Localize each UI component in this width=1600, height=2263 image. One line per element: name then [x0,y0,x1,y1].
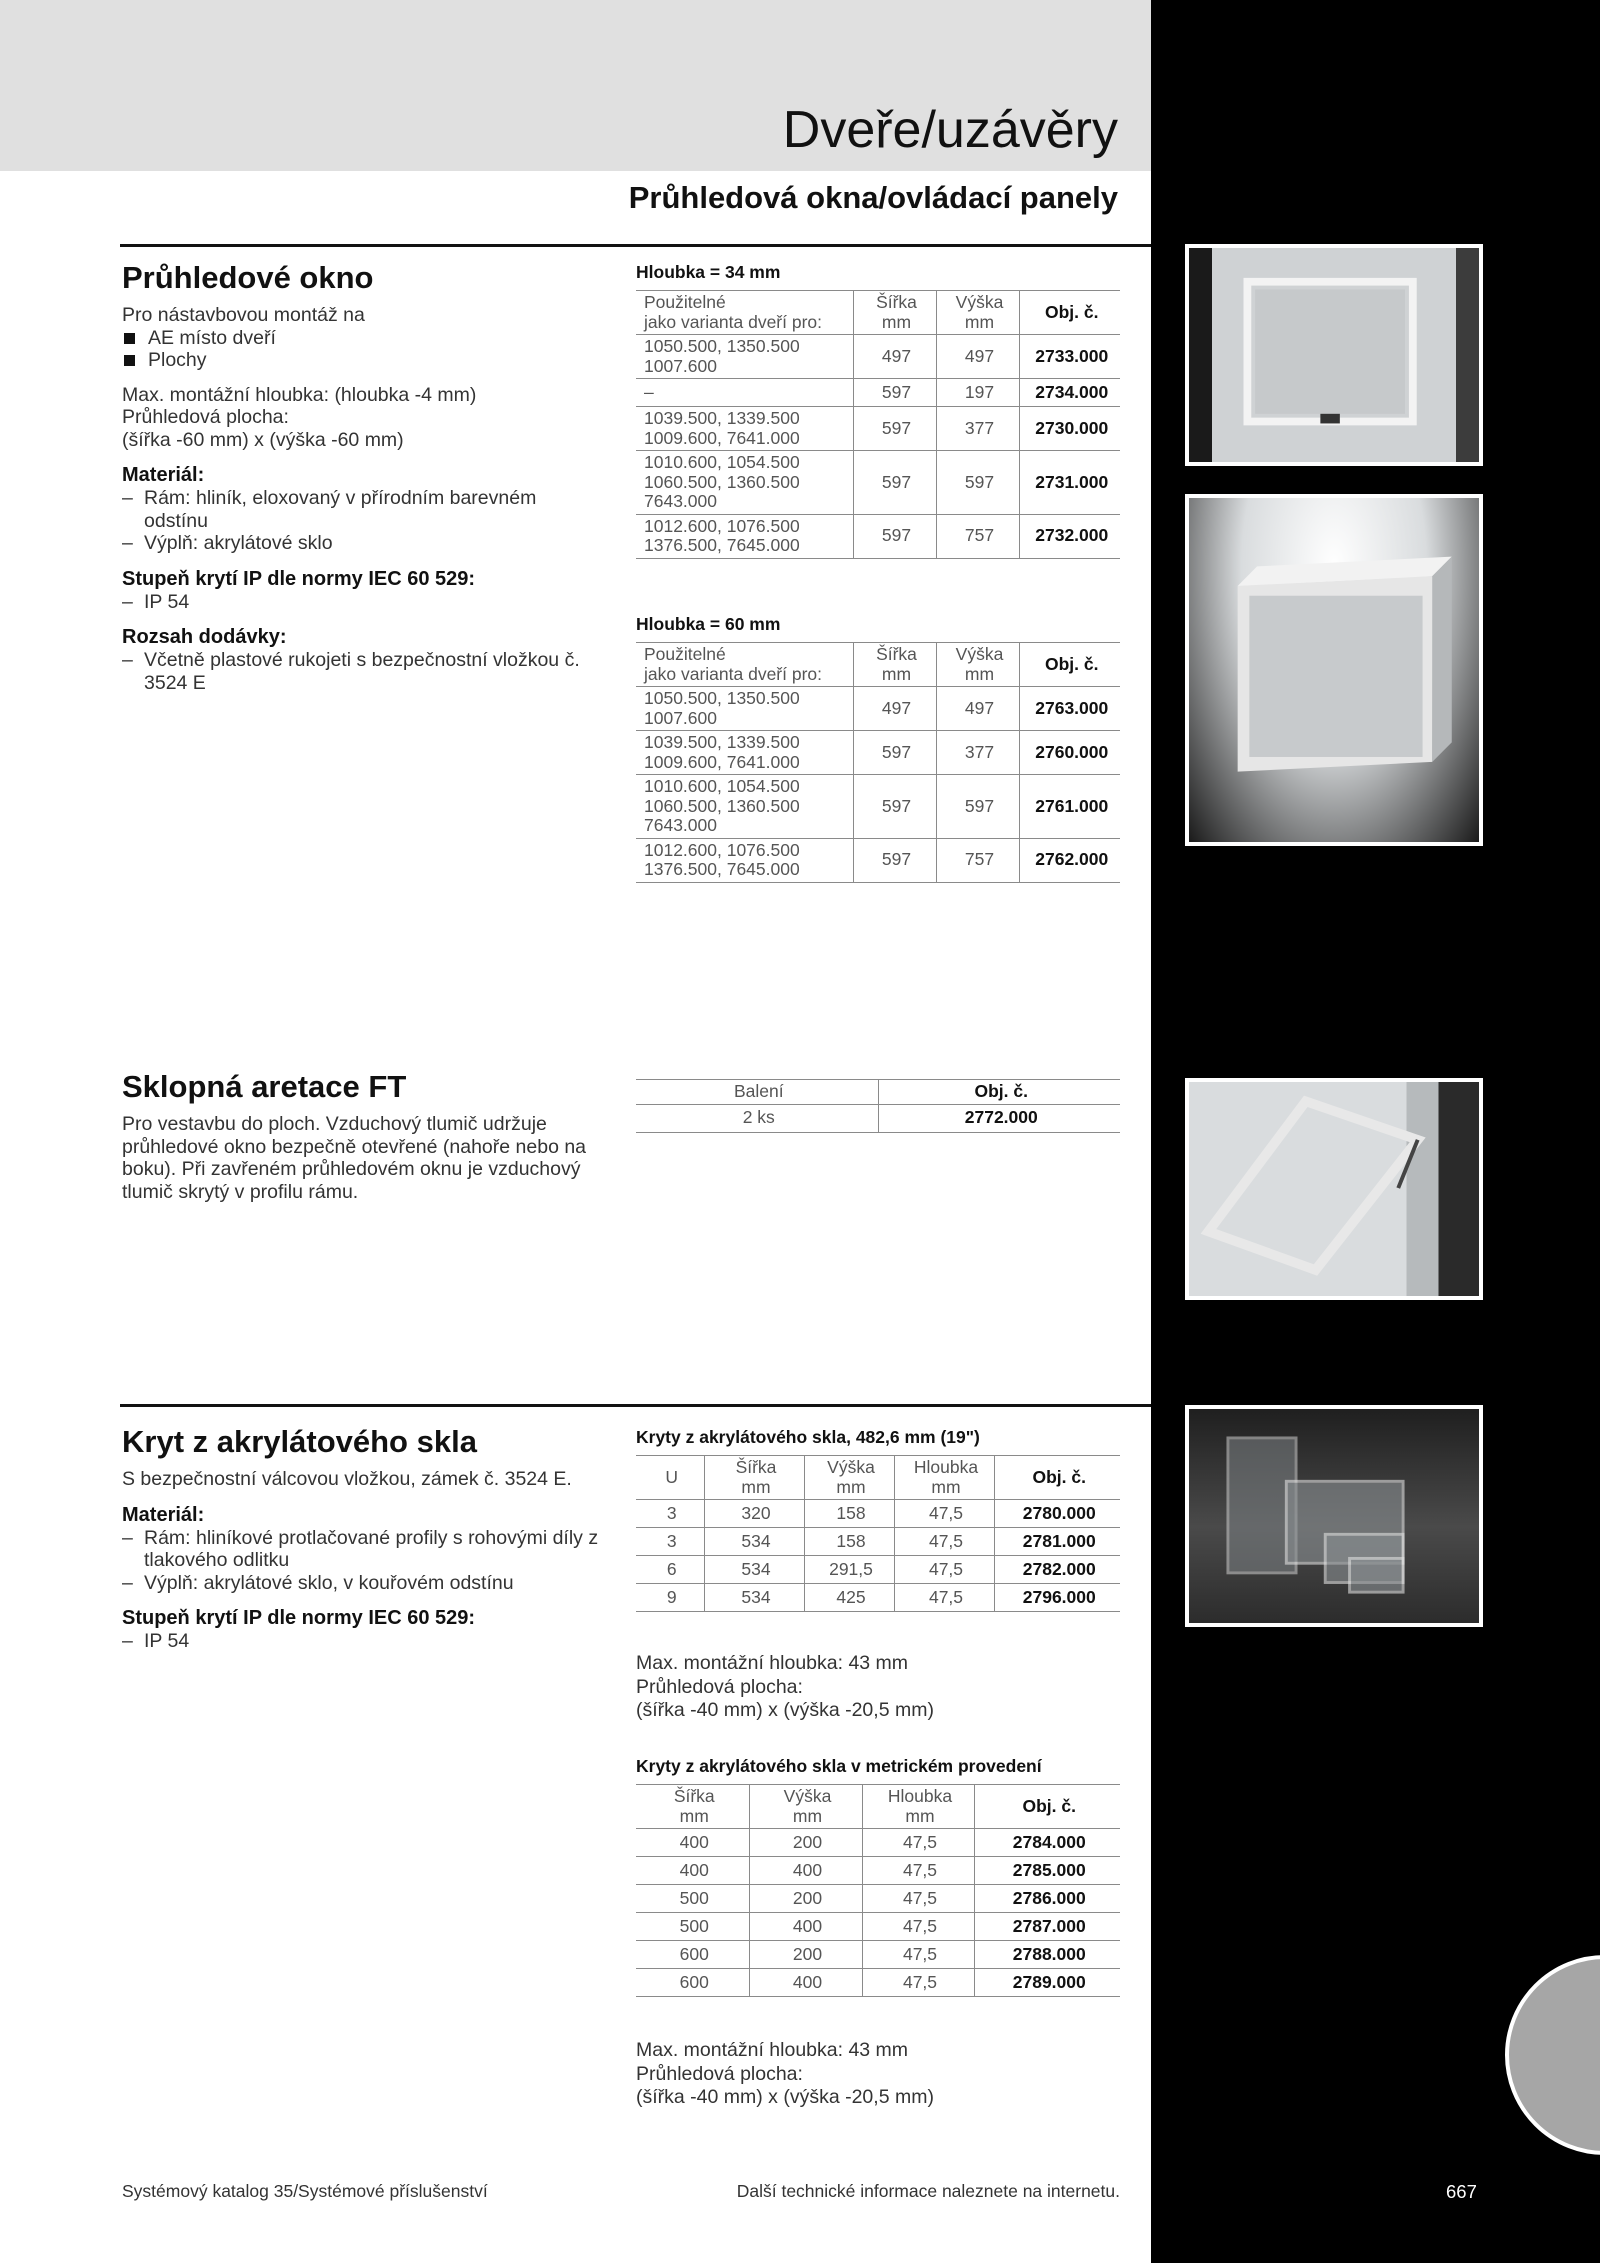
table-row [636,1556,1120,1584]
table-cell: 600 [636,1941,749,1969]
column-header: Obj. č. [994,1456,1120,1500]
table-note [636,2039,934,2110]
section-title: Sklopná aretace FT [122,1069,407,1104]
table-cell: 597 [853,379,936,407]
table-cell: 47,5 [862,1941,974,1969]
table-caption: Kryty z akrylátového skla v metrickém provedení [636,1756,1042,1776]
column-header: Obj. č. [1019,643,1120,687]
intro-text: Pro nástavbovou montáž na [122,304,365,326]
column-header: Obj. č. [1019,291,1120,335]
table-cell: 47,5 [894,1528,994,1556]
column-header: Hloubka mm [862,1785,974,1829]
table-header-row [636,1785,1120,1829]
table-row [636,1913,1120,1941]
table-cell: 597 [853,838,936,882]
order-number-cell: 2787.000 [974,1913,1120,1941]
page-subtitle: Průhledová okna/ovládací panely [628,180,1118,215]
table-row [636,1528,1120,1556]
column-header: Použitelné jako varianta dveří pro: [636,291,853,335]
order-number-cell: 2763.000 [1019,687,1120,731]
order-number-cell: 2772.000 [878,1104,1120,1132]
order-number-cell: 2731.000 [1019,451,1120,515]
note-line: Průhledová plocha: [636,2062,803,2085]
table-row [636,1885,1120,1913]
column-header: Použitelné jako varianta dveří pro: [636,643,853,687]
table-cell: 500 [636,1885,749,1913]
table-depth-34 [636,290,1120,559]
table-cell: 1050.500, 1350.500 1007.600 [636,335,853,379]
note-line: Max. montážní hloubka: 43 mm [636,2039,909,2061]
acrylic-cover-photo [1185,1405,1483,1627]
order-number-cell: 2784.000 [974,1829,1120,1857]
table-cell: 757 [936,514,1019,558]
table-cell: 497 [936,687,1019,731]
table-cell: 377 [936,731,1019,775]
table-cell: 1010.600, 1054.500 1060.500, 1360.500 7643.000 [636,451,853,515]
table-cell: 497 [936,335,1019,379]
material-heading: Materiál: [122,1503,205,1526]
table-cell: 377 [936,407,1019,451]
table-cell: 500 [636,1913,749,1941]
material-item: – Výplň: akrylátové sklo [122,532,602,555]
table-header-row [636,1080,1120,1105]
table-cell: 400 [749,1969,862,1997]
table-cell: 597 [853,407,936,451]
table-depth-60 [636,642,1120,883]
table-cell: 400 [749,1913,862,1941]
table-row [636,1941,1120,1969]
table-cell: 47,5 [862,1913,974,1941]
order-number-cell: 2785.000 [974,1857,1120,1885]
table-cell: 158 [804,1500,894,1528]
table-cell: 597 [853,775,936,839]
table-metric [636,1784,1120,1997]
intro-text: S bezpečnostní válcovou vložkou, zámek č. 3524 E. [122,1468,572,1490]
table-cell: 597 [853,451,936,515]
table-cell: 47,5 [862,1885,974,1913]
table-cell: 47,5 [862,1829,974,1857]
table-cell: 534 [704,1584,804,1612]
table-cell: 6 [636,1556,704,1584]
swing-stay-photo [1185,1078,1483,1300]
viewing-window-photo [1185,244,1483,466]
table-note [636,1652,934,1723]
table-cell: 47,5 [862,1969,974,1997]
table-19-inch [636,1455,1120,1612]
note-line: (šířka -40 mm) x (výška -20,5 mm) [636,2086,934,2108]
table-cell: 400 [636,1857,749,1885]
scope-item: – Včetně plastové rukojeti s bezpečnostní vložkou č. 3524 E [122,649,602,694]
table-cell: 197 [936,379,1019,407]
table-cell: – [636,379,853,407]
note-line: Průhledová plocha: [636,1675,803,1698]
table-row [636,1584,1120,1612]
spec-text: Průhledová plocha: [122,406,289,428]
column-header: Šířka mm [704,1456,804,1500]
table-row [636,1969,1120,1997]
material-item: – Rám: hliníkové protlačované profily s rohovými díly z tlakového odlitku [122,1527,602,1572]
table-cell: 47,5 [894,1584,994,1612]
column-header: Obj. č. [974,1785,1120,1829]
section-acrylic-cover [122,1424,602,1653]
table-cell: 600 [636,1969,749,1997]
table-cell: 497 [853,335,936,379]
table-cell: 757 [936,838,1019,882]
description-text: Pro vestavbu do ploch. Vzduchový tlumič udržuje průhledové okno bezpečně otevřené (nahoře nebo na boku). Při zavřeném průhledovém oknu je vzduchový tlumič skrytý v profilu rámu. [122,1113,587,1203]
table-cell: 497 [853,687,936,731]
column-header: Výška mm [936,291,1019,335]
table-row [636,1500,1120,1528]
material-item: – Výplň: akrylátové sklo, v kouřovém odstínu [122,1572,602,1595]
order-number-cell: 2782.000 [994,1556,1120,1584]
table-cell: 597 [936,451,1019,515]
table-caption: Kryty z akrylátového skla, 482,6 mm (19") [636,1427,980,1447]
order-number-cell: 2761.000 [1019,775,1120,839]
table-row [636,379,1120,407]
section-title: Průhledové okno [122,260,374,295]
table-cell: 597 [853,731,936,775]
column-header: Výška mm [749,1785,862,1829]
table-caption: Hloubka = 34 mm [636,262,781,282]
footer-catalog: Systémový katalog 35/Systémové příslušenství [122,2181,488,2201]
table-caption: Hloubka = 60 mm [636,614,781,634]
table-row [636,687,1120,731]
table-cell: 400 [749,1857,862,1885]
table-row [636,451,1120,515]
table-cell: 200 [749,1941,862,1969]
table-cell: 597 [853,514,936,558]
table-cell: 200 [749,1829,862,1857]
table-row [636,1857,1120,1885]
order-number-cell: 2732.000 [1019,514,1120,558]
section-swing-stay [122,1069,602,1203]
order-number-cell: 2789.000 [974,1969,1120,1997]
table-cell: 1010.600, 1054.500 1060.500, 1360.500 7643.000 [636,775,853,839]
section-title: Kryt z akrylátového skla [122,1424,477,1459]
table-cell: 1012.600, 1076.500 1376.500, 7645.000 [636,514,853,558]
table-row [636,838,1120,882]
order-number-cell: 2781.000 [994,1528,1120,1556]
table-cell: 2 ks [636,1104,878,1132]
note-line: Max. montážní hloubka: 43 mm [636,1652,909,1674]
table-cell: 534 [704,1556,804,1584]
table-cell: 47,5 [894,1556,994,1584]
viewing-window-deep-photo [1185,494,1483,846]
column-header: Šířka mm [853,643,936,687]
table-cell: 597 [936,775,1019,839]
ip-item: – IP 54 [122,591,602,614]
order-number-cell: 2734.000 [1019,379,1120,407]
column-header: Šířka mm [853,291,936,335]
spec-text: Max. montážní hloubka: (hloubka -4 mm) [122,383,477,406]
section-viewing-window [122,260,602,694]
table-cell: 200 [749,1885,862,1913]
ip-heading: Stupeň krytí IP dle normy IEC 60 529: [122,1607,476,1629]
column-header: Balení [636,1080,878,1105]
table-cell: 400 [636,1829,749,1857]
material-item: – Rám: hliník, eloxovaný v přírodním barevném odstínu [122,487,602,532]
page-number: 667 [1446,2181,1477,2202]
order-number-cell: 2796.000 [994,1584,1120,1612]
table-row [636,335,1120,379]
table-cell: 320 [704,1500,804,1528]
table-cell: 158 [804,1528,894,1556]
table-header-row [636,643,1120,687]
spec-text: (šířka -60 mm) x (výška -60 mm) [122,428,404,451]
order-number-cell: 2762.000 [1019,838,1120,882]
column-header: Šířka mm [636,1785,749,1829]
ip-item: – IP 54 [122,1630,602,1653]
material-heading: Materiál: [122,464,205,486]
table-swing-stay [636,1079,1120,1133]
table-cell: 3 [636,1528,704,1556]
bullet-item: AE místo dveří [122,327,602,350]
column-header: U [636,1456,704,1500]
section-divider [120,1404,1151,1407]
table-row [636,775,1120,839]
section-divider [120,244,1151,247]
order-number-cell: 2760.000 [1019,731,1120,775]
table-header-row [636,291,1120,335]
table-row [636,1829,1120,1857]
table-row [636,1104,1120,1132]
table-cell: 534 [704,1528,804,1556]
table-cell: 47,5 [862,1857,974,1885]
column-header: Výška mm [936,643,1019,687]
column-header: Obj. č. [878,1080,1120,1105]
bullet-item: Plochy [122,349,602,372]
order-number-cell: 2733.000 [1019,335,1120,379]
order-number-cell: 2780.000 [994,1500,1120,1528]
order-number-cell: 2788.000 [974,1941,1120,1969]
table-cell: 3 [636,1500,704,1528]
order-number-cell: 2786.000 [974,1885,1120,1913]
page-title: Dveře/uzávěry [782,101,1118,159]
table-cell: 1012.600, 1076.500 1376.500, 7645.000 [636,838,853,882]
table-cell: 9 [636,1584,704,1612]
table-cell: 1039.500, 1339.500 1009.600, 7641.000 [636,407,853,451]
column-header: Hloubka mm [894,1456,994,1500]
table-cell: 47,5 [894,1500,994,1528]
ip-heading: Stupeň krytí IP dle normy IEC 60 529: [122,567,476,590]
table-row [636,407,1120,451]
table-cell: 1039.500, 1339.500 1009.600, 7641.000 [636,731,853,775]
order-number-cell: 2730.000 [1019,407,1120,451]
table-row [636,731,1120,775]
table-header-row [636,1456,1120,1500]
footer-info: Další technické informace naleznete na internetu. [736,2181,1120,2201]
note-line: (šířka -40 mm) x (výška -20,5 mm) [636,1699,934,1721]
table-cell: 425 [804,1584,894,1612]
table-cell: 1050.500, 1350.500 1007.600 [636,687,853,731]
table-row [636,514,1120,558]
column-header: Výška mm [804,1456,894,1500]
table-cell: 291,5 [804,1556,894,1584]
scope-heading: Rozsah dodávky: [122,626,287,648]
